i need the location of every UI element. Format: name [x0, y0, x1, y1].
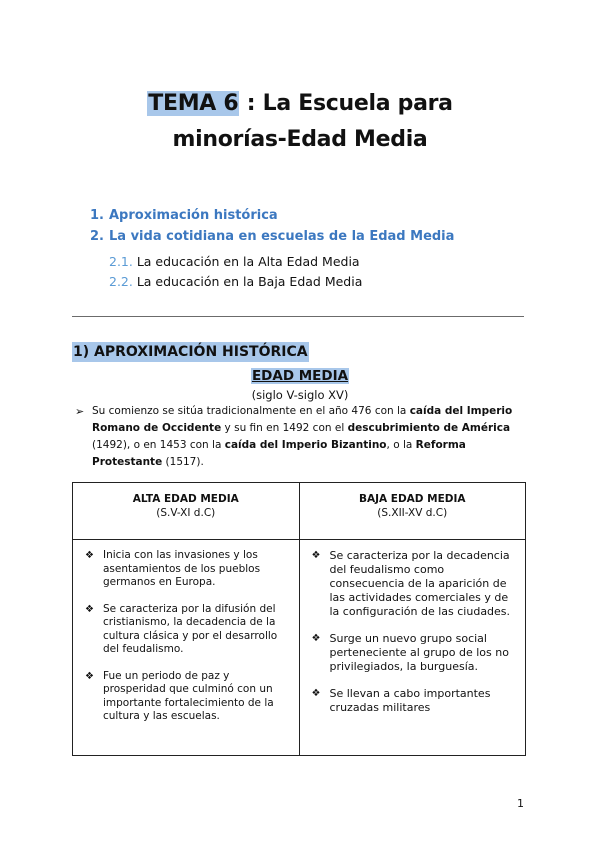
page-number: 1 [517, 797, 524, 810]
list-item: ❖ Surge un nuevo grupo social perteneciente al grupo de los no privilegiados, la burguesía. [311, 632, 509, 673]
diamond-bullet-icon: ❖ [85, 603, 94, 615]
period-label: (siglo V-siglo XV) [251, 388, 349, 402]
diamond-bullet-icon: ❖ [311, 550, 321, 561]
diamond-bullet-icon: ❖ [85, 550, 94, 561]
diamond-bullet-icon: ❖ [85, 670, 94, 682]
arrow-bullet-icon: ➢ [75, 405, 85, 418]
list-item: ❖ Fue un periodo de paz y prosperidad que culminó con un importante fortalecimiento de la cultura y las escuelas. [85, 669, 274, 722]
toc-item-1: 1. Aproximación histórica [90, 208, 278, 223]
toc-item-2: 2. La vida cotidiana en escuelas de la Edad Media [90, 229, 455, 244]
document-title [0, 86, 600, 158]
title-highlight: TEMA 6 [148, 91, 239, 116]
toc-subitem-2-2: 2.2. La educación en la Baja Edad Media [109, 274, 363, 289]
cell-baja-edad-media [299, 540, 526, 756]
toc-subitem-2-1: 2.1. La educación en la Alta Edad Media [109, 254, 360, 269]
comparison-table [72, 482, 526, 756]
cell-alta-edad-media [73, 540, 300, 756]
horizontal-divider [72, 316, 524, 317]
list-item: ❖ Inicia con las invasiones y los asentamientos de los pueblos germanos en Europa. [85, 549, 261, 588]
header-alta-edad-media: ALTA EDAD MEDIA (S.V-XI d.C) [73, 483, 300, 540]
diamond-bullet-icon: ❖ [311, 633, 321, 644]
section-heading: 1) APROXIMACIÓN HISTÓRICA [73, 344, 308, 360]
list-item: ❖ Se llevan a cabo importantes cruzadas militares [311, 687, 491, 714]
list-item: ❖ Se caracteriza por la decadencia del feudalismo como consecuencia de la aparición de las actividades comerciales y de la configuración de las ciudades. [311, 549, 511, 618]
section-subheading: EDAD MEDIA [251, 368, 349, 384]
table-of-contents [90, 205, 454, 292]
title-line2: minorías-Edad Media [172, 127, 428, 152]
title-line1: : La Escuela para [239, 91, 453, 116]
header-baja-edad-media: BAJA EDAD MEDIA (S.XII-XV d.C) [299, 483, 526, 540]
diamond-bullet-icon: ❖ [311, 688, 321, 699]
intro-paragraph: ➢ Su comienzo se sitúa tradicionalmente en el año 476 con la caída del Imperio Romano de Occidente y su fin en 1492 con el descubrimiento de América (1492), o en 1453 con la caída del Imperio Bizantino, o la Reforma Protestante (1517). [75, 405, 513, 468]
list-item: ❖ Se caracteriza por la difusión del cristianismo, la decadencia de la cultura clásica y por el desarrollo del feudalismo. [85, 602, 278, 655]
